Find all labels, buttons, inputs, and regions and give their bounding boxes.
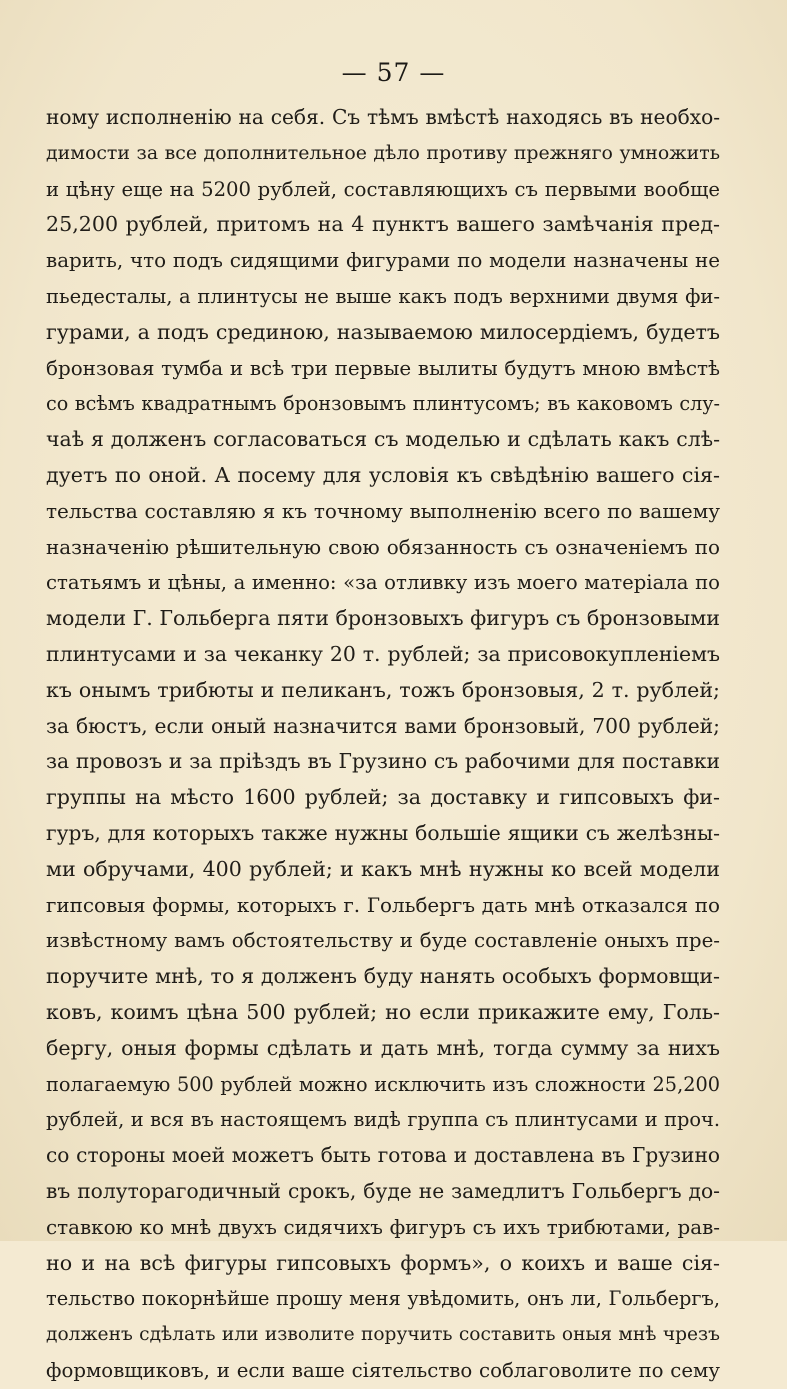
body-text bbox=[46, 100, 720, 1389]
text-line: ному исполненію на себя. Съ тѣмъ вмѣстѣ находясь въ необхо- bbox=[46, 105, 720, 129]
text-line: модели Г. Гольберга пяти бронзовыхъ фигуръ съ бронзовыми bbox=[46, 606, 720, 631]
text-line: бронзовая тумба и всѣ три первые вылиты будутъ мною вмѣстѣ bbox=[46, 356, 720, 380]
text-line: къ онымъ трибюты и пеликанъ, тожъ бронзовыя, 2 т. рублей; bbox=[46, 677, 720, 702]
text-line: статьямъ и цѣны, а именно: «за отливку изъ моего матеріала по bbox=[46, 571, 720, 595]
text-line: гурами, а подъ срединою, называемою милосердіемъ, будетъ bbox=[46, 319, 720, 344]
page-number: — 57 — bbox=[341, 58, 446, 87]
text-line: ми обручами, 400 рублей; и какъ мнѣ нужны ко всей модели bbox=[46, 856, 720, 881]
text-line: группы на мѣсто 1600 рублей; за доставку и гипсовыхъ фи- bbox=[46, 785, 720, 810]
text-line: гуръ, для которыхъ также нужны большіе ящики съ желѣзны- bbox=[46, 820, 720, 845]
text-line: со стороны моей можетъ быть готова и доставлена въ Грузино bbox=[46, 1143, 720, 1168]
text-line: назначенію рѣшительную свою обязанность съ означеніемъ по bbox=[46, 535, 720, 559]
text-line: димости за все дополнительное дѣло противу прежняго умножить bbox=[46, 141, 720, 164]
text-line: за провозъ и за пріѣздъ въ Грузино съ рабочими для поставки bbox=[46, 749, 720, 774]
text-line: тельство покорнѣйше прошу меня увѣдомить, онъ ли, Гольбергъ, bbox=[46, 1287, 720, 1311]
text-line: варить, что подъ сидящими фигурами по модели назначены не bbox=[46, 249, 720, 273]
text-line: со всѣмъ квадратнымъ бронзовымъ плинтусомъ; въ каковомъ слу- bbox=[46, 392, 720, 416]
text-line: пьедесталы, а плинтусы не выше какъ подъ верхними двумя фи- bbox=[46, 284, 720, 308]
text-line: поручите мнѣ, то я долженъ буду нанять особыхъ формовщи- bbox=[46, 964, 720, 989]
text-line: чаѣ я долженъ согласоваться съ моделью и сдѣлать какъ слѣ- bbox=[46, 427, 720, 452]
text-line: за бюстъ, если оный назначится вами бронзовый, 700 рублей; bbox=[46, 713, 720, 738]
text-line: бергу, оныя формы сдѣлать и дать мнѣ, тогда сумму за нихъ bbox=[46, 1035, 720, 1060]
text-line: и цѣну еще на 5200 рублей, составляющихъ съ первыми вообще bbox=[46, 177, 720, 201]
text-line: въ полуторагодичный срокъ, буде не замедлитъ Гольбергъ до- bbox=[46, 1178, 720, 1203]
text-line: гипсовыя формы, которыхъ г. Гольбергъ дать мнѣ отказался по bbox=[46, 893, 720, 917]
text-line: рублей, и вся въ настоящемъ видѣ группа съ плинтусами и проч. bbox=[46, 1108, 720, 1132]
text-line: полагаемую 500 рублей можно исключить изъ сложности 25,200 bbox=[46, 1072, 720, 1096]
text-line: тельства составляю я къ точному выполненію всего по вашему bbox=[46, 498, 720, 523]
text-line: ковъ, коимъ цѣна 500 рублей; но если прикажите ему, Голь- bbox=[46, 999, 720, 1024]
text-line: извѣстному вамъ обстоятельству и буде составленіе оныхъ пре- bbox=[46, 929, 720, 953]
text-line: долженъ сдѣлать или изволите поручить составить оныя мнѣ чрезъ bbox=[46, 1324, 720, 1346]
text-line: 25,200 рублей, притомъ на 4 пунктъ вашего замѣчанія пред- bbox=[46, 212, 720, 237]
text-line: дуетъ по оной. А посему для условія къ свѣдѣнію вашего сія- bbox=[46, 462, 720, 487]
text-line: плинтусами и за чеканку 20 т. рублей; за присовокупленіемъ bbox=[46, 641, 720, 666]
text-line: но и на всѣ фигуры гипсовыхъ формъ», о коихъ и ваше сія- bbox=[46, 1250, 720, 1275]
text-line: ставкою ко мнѣ двухъ сидячихъ фигуръ съ ихъ трибютами, рав- bbox=[46, 1215, 720, 1239]
text-line: формовщиковъ, и если ваше сіятельство соблаговолите по сему bbox=[46, 1358, 720, 1382]
